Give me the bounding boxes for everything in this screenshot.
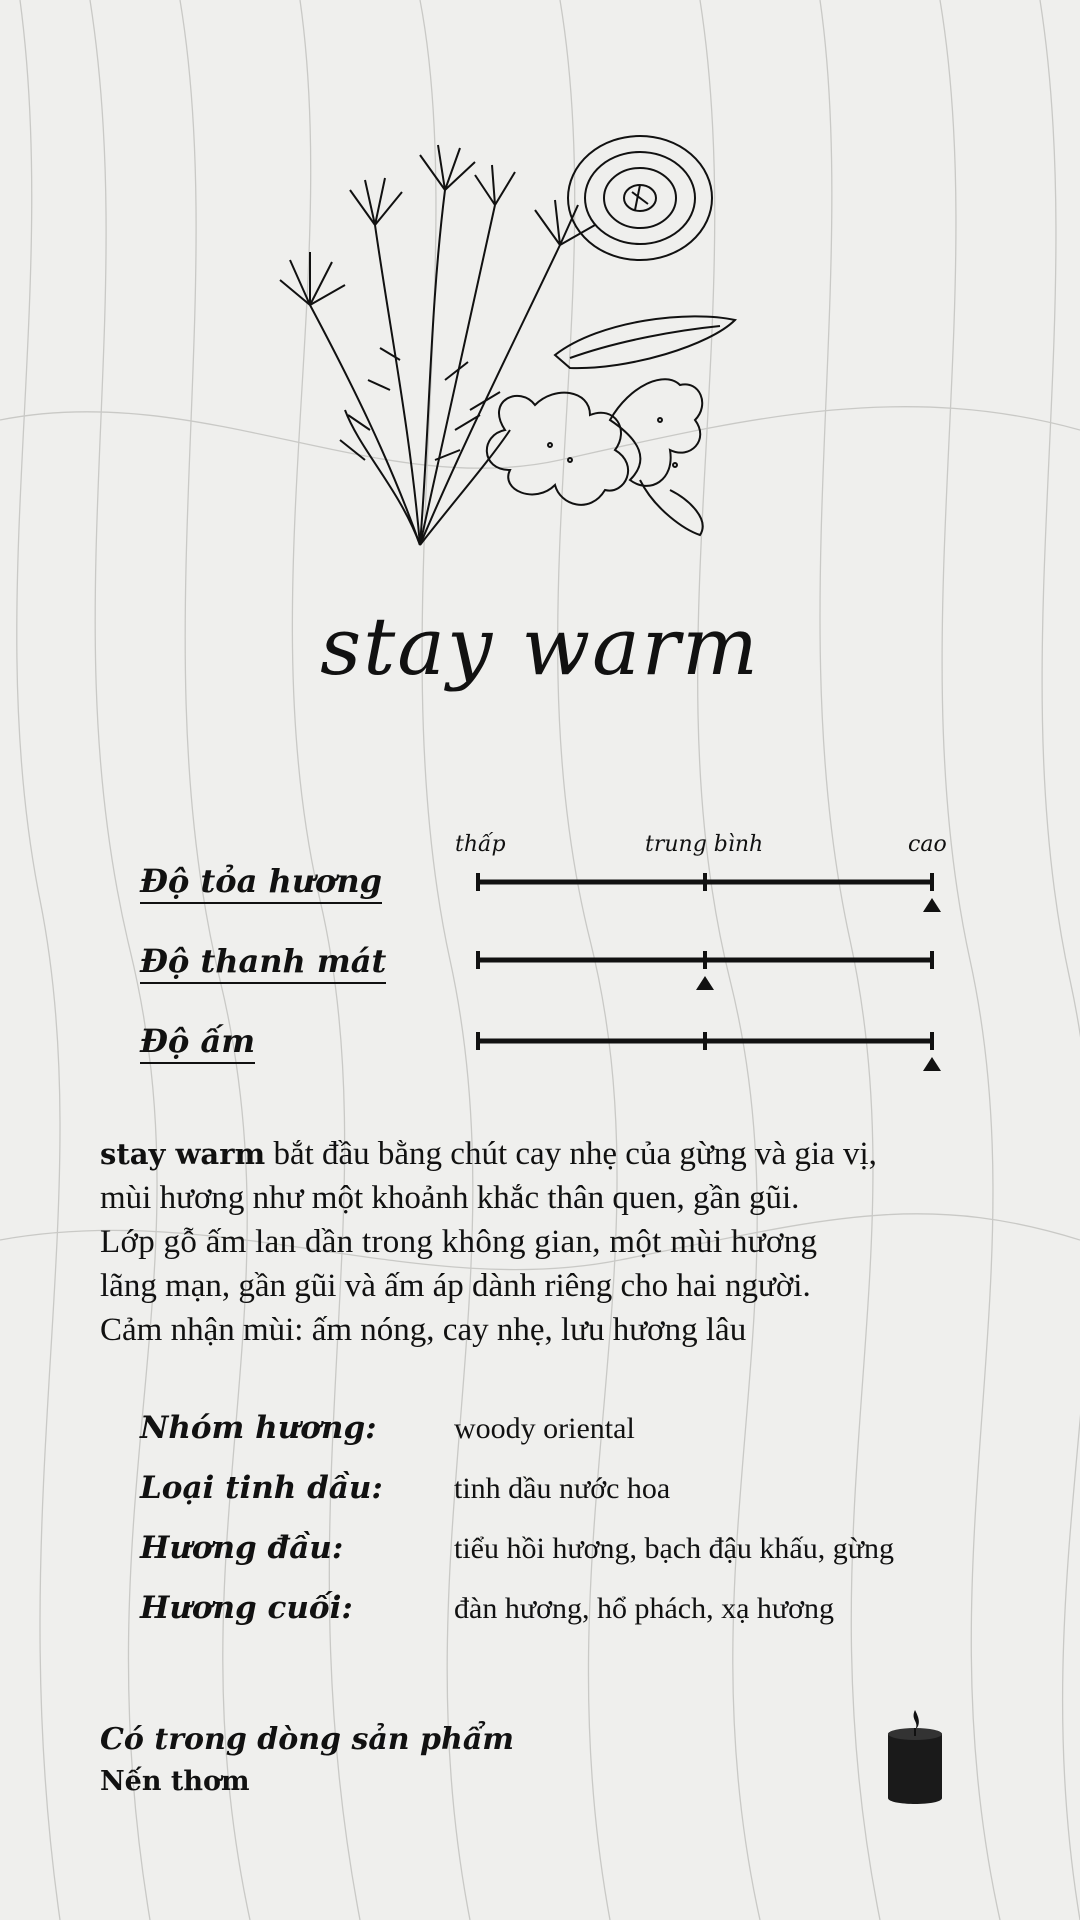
metric-label-diffusion: Độ tỏa hương — [140, 862, 382, 904]
description-line-2: mùi hương như một khoảnh khắc thân quen, gần gũi. — [100, 1180, 800, 1216]
metric-label-warmth: Độ ấm — [140, 1022, 255, 1064]
info-value-oil-type: tinh dầu nước hoa — [454, 1472, 671, 1505]
product-line-name: Nến thơm — [100, 1766, 250, 1797]
info-value-scent-family: woody oriental — [454, 1412, 635, 1445]
scale-high-label: cao — [908, 832, 947, 857]
scale-mid-label: trung bình — [645, 832, 764, 857]
description-product-name: stay warm — [100, 1137, 266, 1171]
info-value-base-notes: đàn hương, hổ phách, xạ hương — [454, 1592, 835, 1625]
info-key-base-notes: Hương cuối: — [140, 1590, 353, 1626]
page-title: stay warm — [320, 600, 760, 693]
description-line-4: lãng mạn, gần gũi và ấm áp dành riêng cho hai người. — [100, 1268, 811, 1304]
candle-icon — [880, 1708, 950, 1808]
product-description — [100, 1132, 990, 1352]
description-line-3: Lớp gỗ ấm lan dần trong không gian, một mùi hương — [100, 1224, 818, 1260]
info-value-top-notes: tiểu hồi hương, bạch đậu khấu, gừng — [454, 1532, 894, 1565]
botanical-illustration-icon — [270, 130, 770, 560]
metric-label-freshness: Độ thanh mát — [140, 942, 386, 984]
info-key-oil-type: Loại tinh dầu: — [140, 1470, 383, 1506]
scale-low-label: thấp — [455, 832, 506, 857]
description-line-1-text: bắt đầu bằng chút cay nhẹ của gừng và gia vị, — [265, 1136, 877, 1172]
info-key-scent-family: Nhóm hương: — [140, 1410, 377, 1446]
product-line-heading: Có trong dòng sản phẩm — [100, 1722, 515, 1757]
info-key-top-notes: Hương đầu: — [140, 1530, 344, 1566]
description-line-1 — [100, 1132, 990, 1176]
description-line-5: Cảm nhận mùi: ấm nóng, cay nhẹ, lưu hương lâu — [100, 1312, 747, 1348]
